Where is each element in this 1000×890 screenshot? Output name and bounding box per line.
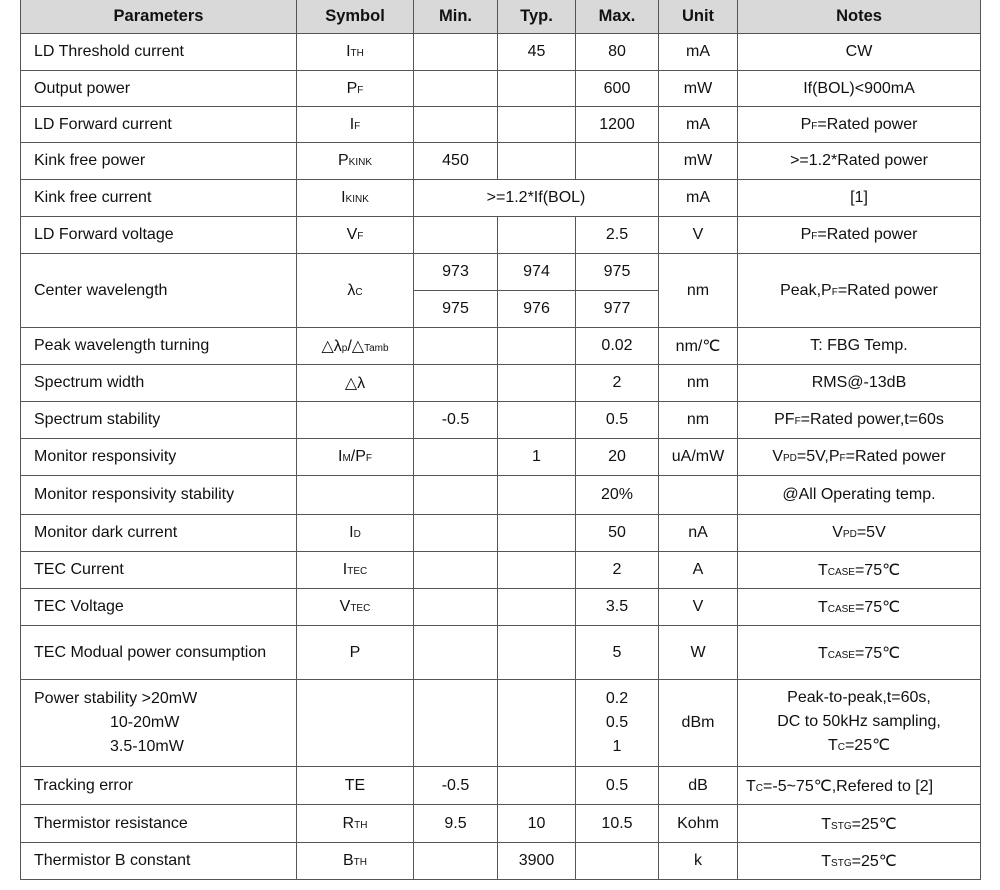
param-cell: TEC Modual power consumption bbox=[21, 626, 297, 680]
header-parameters: Parameters bbox=[21, 0, 297, 34]
max-cell: 0.5 bbox=[576, 767, 659, 805]
typ-cell bbox=[498, 71, 576, 107]
notes-cell: T: FBG Temp. bbox=[738, 328, 981, 365]
table-row bbox=[21, 843, 981, 880]
max-cell: 0.5 bbox=[576, 402, 659, 439]
notes-cell: TSTG=25℃ bbox=[738, 843, 981, 880]
notes-cell: RMS@-13dB bbox=[738, 365, 981, 402]
min-cell bbox=[414, 328, 498, 365]
param-line: Power stability >20mW bbox=[34, 690, 198, 707]
typ-cell: 3900 bbox=[498, 843, 576, 880]
min-cell bbox=[414, 843, 498, 880]
unit-cell: mA bbox=[659, 180, 738, 217]
table-row bbox=[21, 34, 981, 71]
min-cell: 975 bbox=[414, 291, 498, 328]
min-cell bbox=[414, 680, 498, 767]
min-cell bbox=[414, 626, 498, 680]
min-cell bbox=[414, 107, 498, 143]
param-cell: Spectrum stability bbox=[21, 402, 297, 439]
unit-cell: mA bbox=[659, 34, 738, 71]
typ-cell bbox=[498, 589, 576, 626]
unit-cell: mA bbox=[659, 107, 738, 143]
min-cell bbox=[414, 34, 498, 71]
symbol-cell: ID bbox=[297, 515, 414, 552]
notes-cell: PF=Rated power bbox=[738, 107, 981, 143]
min-cell bbox=[414, 365, 498, 402]
max-cell bbox=[576, 843, 659, 880]
table-row bbox=[21, 107, 981, 143]
symbol-cell: VTEC bbox=[297, 589, 414, 626]
header-max: Max. bbox=[576, 0, 659, 34]
symbol-cell bbox=[297, 402, 414, 439]
notes-cell: TC=-5~75℃,Refered to [2] bbox=[738, 767, 981, 805]
symbol-cell: IF bbox=[297, 107, 414, 143]
symbol-cell bbox=[297, 476, 414, 515]
unit-cell: nm bbox=[659, 365, 738, 402]
typ-cell bbox=[498, 402, 576, 439]
param-cell: TEC Current bbox=[21, 552, 297, 589]
min-cell bbox=[414, 71, 498, 107]
unit-cell: nm/℃ bbox=[659, 328, 738, 365]
min-cell: 450 bbox=[414, 143, 498, 180]
unit-cell: dB bbox=[659, 767, 738, 805]
param-cell: Monitor responsivity bbox=[21, 439, 297, 476]
typ-cell: 976 bbox=[498, 291, 576, 328]
notes-cell: VPD=5V bbox=[738, 515, 981, 552]
symbol-cell: IM/PF bbox=[297, 439, 414, 476]
min-cell: 973 bbox=[414, 254, 498, 291]
notes-cell bbox=[738, 680, 981, 767]
param-cell: Peak wavelength turning bbox=[21, 328, 297, 365]
param-line: 3.5-10mW bbox=[110, 738, 184, 755]
min-cell bbox=[414, 439, 498, 476]
max-cell: 3.5 bbox=[576, 589, 659, 626]
unit-cell: V bbox=[659, 589, 738, 626]
symbol-cell: λC bbox=[297, 254, 414, 328]
typ-cell bbox=[498, 328, 576, 365]
table-row bbox=[21, 365, 981, 402]
notes-cell: TCASE=75℃ bbox=[738, 552, 981, 589]
table-row bbox=[21, 439, 981, 476]
min-cell bbox=[414, 589, 498, 626]
table-row bbox=[21, 180, 981, 217]
typ-cell bbox=[498, 476, 576, 515]
table-row bbox=[21, 217, 981, 254]
param-cell: LD Forward voltage bbox=[21, 217, 297, 254]
symbol-cell: PF bbox=[297, 71, 414, 107]
header-notes: Notes bbox=[738, 0, 981, 34]
notes-cell: Peak,PF=Rated power bbox=[738, 254, 981, 328]
typ-cell: 45 bbox=[498, 34, 576, 71]
table-row bbox=[21, 515, 981, 552]
notes-cell: PF=Rated power bbox=[738, 217, 981, 254]
typ-cell: 974 bbox=[498, 254, 576, 291]
header-row bbox=[21, 0, 981, 34]
max-cell: 2.5 bbox=[576, 217, 659, 254]
notes-cell: >=1.2*Rated power bbox=[738, 143, 981, 180]
param-cell: Thermistor resistance bbox=[21, 805, 297, 843]
param-cell: Tracking error bbox=[21, 767, 297, 805]
table-row bbox=[21, 767, 981, 805]
notes-cell: CW bbox=[738, 34, 981, 71]
table-row bbox=[21, 71, 981, 107]
symbol-cell: RTH bbox=[297, 805, 414, 843]
typ-cell bbox=[498, 515, 576, 552]
table-row bbox=[21, 626, 981, 680]
max-cell: 5 bbox=[576, 626, 659, 680]
note-line: TC=25℃ bbox=[827, 737, 891, 754]
notes-cell: VPD=5V,PF=Rated power bbox=[738, 439, 981, 476]
table-row bbox=[21, 476, 981, 515]
unit-cell: W bbox=[659, 626, 738, 680]
unit-cell: Kohm bbox=[659, 805, 738, 843]
min-cell bbox=[414, 515, 498, 552]
notes-cell: @All Operating temp. bbox=[738, 476, 981, 515]
typ-cell: 10 bbox=[498, 805, 576, 843]
param-cell: Thermistor B constant bbox=[21, 843, 297, 880]
notes-cell: TCASE=75℃ bbox=[738, 589, 981, 626]
symbol-cell: PKINK bbox=[297, 143, 414, 180]
max-cell: 1200 bbox=[576, 107, 659, 143]
symbol-cell: IKINK bbox=[297, 180, 414, 217]
unit-cell: dBm bbox=[659, 680, 738, 767]
table-row bbox=[21, 552, 981, 589]
max-cell: 0.02 bbox=[576, 328, 659, 365]
symbol-cell: VF bbox=[297, 217, 414, 254]
table-row bbox=[21, 805, 981, 843]
unit-cell: nA bbox=[659, 515, 738, 552]
typ-cell bbox=[498, 217, 576, 254]
max-cell: 10.5 bbox=[576, 805, 659, 843]
symbol-cell: △λ bbox=[297, 365, 414, 402]
unit-cell: V bbox=[659, 217, 738, 254]
typ-cell bbox=[498, 552, 576, 589]
max-line: 1 bbox=[612, 738, 622, 755]
notes-cell: If(BOL)<900mA bbox=[738, 71, 981, 107]
max-line: 0.2 bbox=[605, 690, 629, 707]
param-line: 10-20mW bbox=[110, 714, 180, 731]
symbol-cell: △λp/△Tamb bbox=[297, 328, 414, 365]
min-cell bbox=[414, 476, 498, 515]
header-typ: Typ. bbox=[498, 0, 576, 34]
table-row bbox=[21, 143, 981, 180]
table-row bbox=[21, 680, 981, 767]
table-row bbox=[21, 402, 981, 439]
unit-cell: mW bbox=[659, 71, 738, 107]
symbol-cell: P bbox=[297, 626, 414, 680]
unit-cell: k bbox=[659, 843, 738, 880]
max-cell bbox=[576, 680, 659, 767]
param-cell: TEC Voltage bbox=[21, 589, 297, 626]
unit-cell: nm bbox=[659, 254, 738, 328]
param-cell: LD Forward current bbox=[21, 107, 297, 143]
max-cell: 975 bbox=[576, 254, 659, 291]
param-cell: LD Threshold current bbox=[21, 34, 297, 71]
max-cell: 20% bbox=[576, 476, 659, 515]
min-cell: -0.5 bbox=[414, 767, 498, 805]
table-row bbox=[21, 254, 981, 291]
range-merged-cell: >=1.2*If(BOL) bbox=[414, 180, 659, 217]
note-line: DC to 50kHz sampling, bbox=[777, 713, 941, 730]
max-cell: 977 bbox=[576, 291, 659, 328]
typ-cell bbox=[498, 767, 576, 805]
param-cell: Center wavelength bbox=[21, 254, 297, 328]
max-cell: 50 bbox=[576, 515, 659, 552]
typ-cell bbox=[498, 626, 576, 680]
param-cell: Output power bbox=[21, 71, 297, 107]
table-row bbox=[21, 328, 981, 365]
unit-cell bbox=[659, 476, 738, 515]
header-unit: Unit bbox=[659, 0, 738, 34]
symbol-cell bbox=[297, 680, 414, 767]
param-cell: Kink free power bbox=[21, 143, 297, 180]
max-cell: 80 bbox=[576, 34, 659, 71]
symbol-cell: ITEC bbox=[297, 552, 414, 589]
max-cell: 2 bbox=[576, 365, 659, 402]
unit-cell: mW bbox=[659, 143, 738, 180]
max-line: 0.5 bbox=[605, 714, 629, 731]
param-cell: Spectrum width bbox=[21, 365, 297, 402]
note-line: Peak-to-peak,t=60s, bbox=[787, 689, 931, 706]
max-cell: 20 bbox=[576, 439, 659, 476]
notes-cell: [1] bbox=[738, 180, 981, 217]
param-cell: Monitor responsivity stability bbox=[21, 476, 297, 515]
min-cell: 9.5 bbox=[414, 805, 498, 843]
table-row bbox=[21, 589, 981, 626]
typ-cell bbox=[498, 143, 576, 180]
unit-cell: A bbox=[659, 552, 738, 589]
symbol-cell: ITH bbox=[297, 34, 414, 71]
param-cell bbox=[21, 680, 297, 767]
header-symbol: Symbol bbox=[297, 0, 414, 34]
min-cell bbox=[414, 217, 498, 254]
notes-cell: PFF=Rated power,t=60s bbox=[738, 402, 981, 439]
notes-cell: TCASE=75℃ bbox=[738, 626, 981, 680]
max-cell: 600 bbox=[576, 71, 659, 107]
typ-cell bbox=[498, 107, 576, 143]
typ-cell: 1 bbox=[498, 439, 576, 476]
specifications-table bbox=[20, 0, 981, 880]
max-cell bbox=[576, 143, 659, 180]
min-cell: -0.5 bbox=[414, 402, 498, 439]
typ-cell bbox=[498, 365, 576, 402]
typ-cell bbox=[498, 680, 576, 767]
param-cell: Monitor dark current bbox=[21, 515, 297, 552]
unit-cell: uA/mW bbox=[659, 439, 738, 476]
symbol-cell: BTH bbox=[297, 843, 414, 880]
param-cell: Kink free current bbox=[21, 180, 297, 217]
min-cell bbox=[414, 552, 498, 589]
notes-cell: TSTG=25℃ bbox=[738, 805, 981, 843]
symbol-cell: TE bbox=[297, 767, 414, 805]
max-cell: 2 bbox=[576, 552, 659, 589]
unit-cell: nm bbox=[659, 402, 738, 439]
header-min: Min. bbox=[414, 0, 498, 34]
